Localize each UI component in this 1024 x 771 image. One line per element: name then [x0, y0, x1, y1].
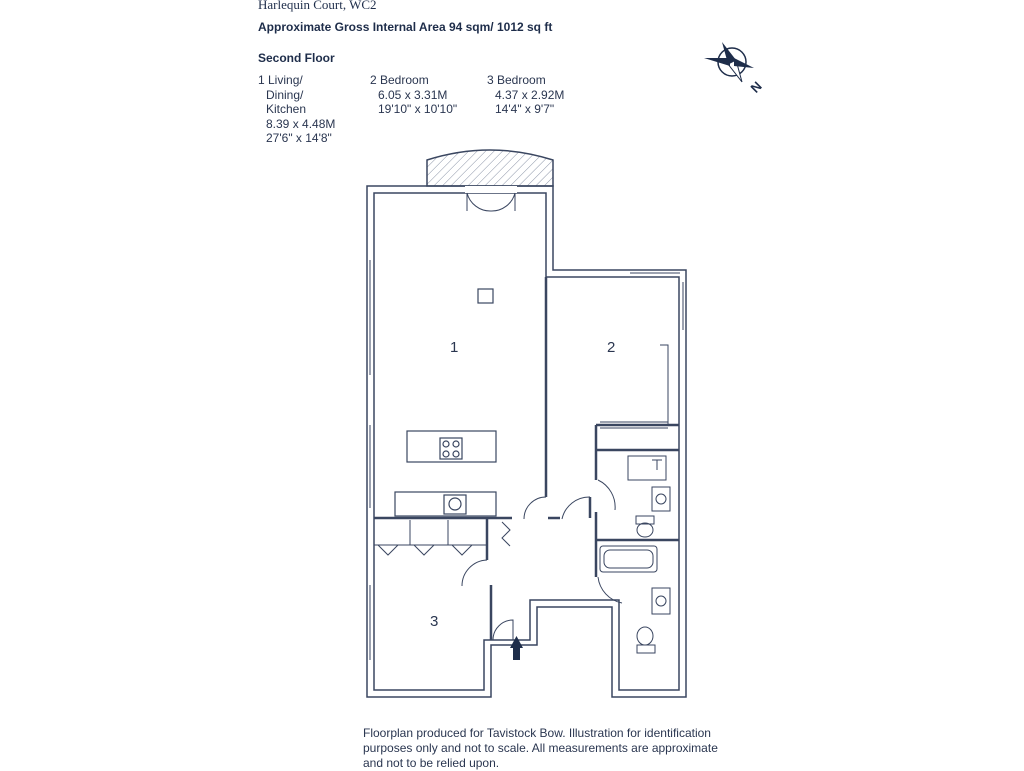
- room-1-line: 27'6" x 14'8": [266, 131, 332, 145]
- room-1-line: 8.39 x 4.48M: [266, 116, 336, 131]
- bedroom-2-wardrobe: [600, 345, 668, 428]
- kitchen-counter: [395, 492, 496, 516]
- outer-walls: [367, 186, 686, 697]
- internal-walls: [374, 277, 679, 640]
- room-2-line: 19'10" x 10'10": [378, 102, 458, 116]
- disclaimer-line: Floorplan produced for Tavistock Bow. Illustration for identification: [363, 726, 711, 740]
- doors: [462, 480, 622, 640]
- room-1-line: Dining/: [266, 87, 304, 102]
- disclaimer: [363, 726, 723, 771]
- room-3-label: 3: [430, 613, 439, 630]
- room-3-line: 4.37 x 2.92M: [495, 87, 565, 102]
- skylight: [478, 289, 493, 303]
- right-windows: [630, 273, 683, 330]
- room-1-line: 1 Living/: [258, 73, 303, 87]
- room-3-line: 14'4" x 9'7": [495, 102, 555, 116]
- compass-north-icon: [704, 42, 765, 96]
- disclaimer-line: and not to be relied upon.: [363, 756, 500, 770]
- room-2-line: 2 Bedroom: [370, 73, 429, 87]
- kitchen-island: [407, 431, 496, 462]
- bedroom-3-wardrobes: [374, 520, 487, 555]
- property-title: Harlequin Court, WC2: [258, 0, 377, 12]
- shower-room: [628, 456, 670, 537]
- room-2-line: 6.05 x 3.31M: [378, 87, 448, 102]
- room-1-label: 1: [450, 339, 459, 356]
- room-2-label: 2: [607, 339, 616, 356]
- balcony-door: [465, 186, 517, 211]
- disclaimer-line: purposes only and not to scale. All measurements are approximate: [363, 741, 718, 755]
- gross-internal-area: Approximate Gross Internal Area 94 sqm/ 1012 sq ft: [258, 20, 553, 34]
- floor-name: Second Floor: [258, 51, 335, 65]
- room-3-line: 3 Bedroom: [487, 73, 546, 87]
- balcony: [427, 150, 553, 186]
- compass-n-label: N: [747, 78, 765, 96]
- room-1-line: Kitchen: [266, 102, 307, 116]
